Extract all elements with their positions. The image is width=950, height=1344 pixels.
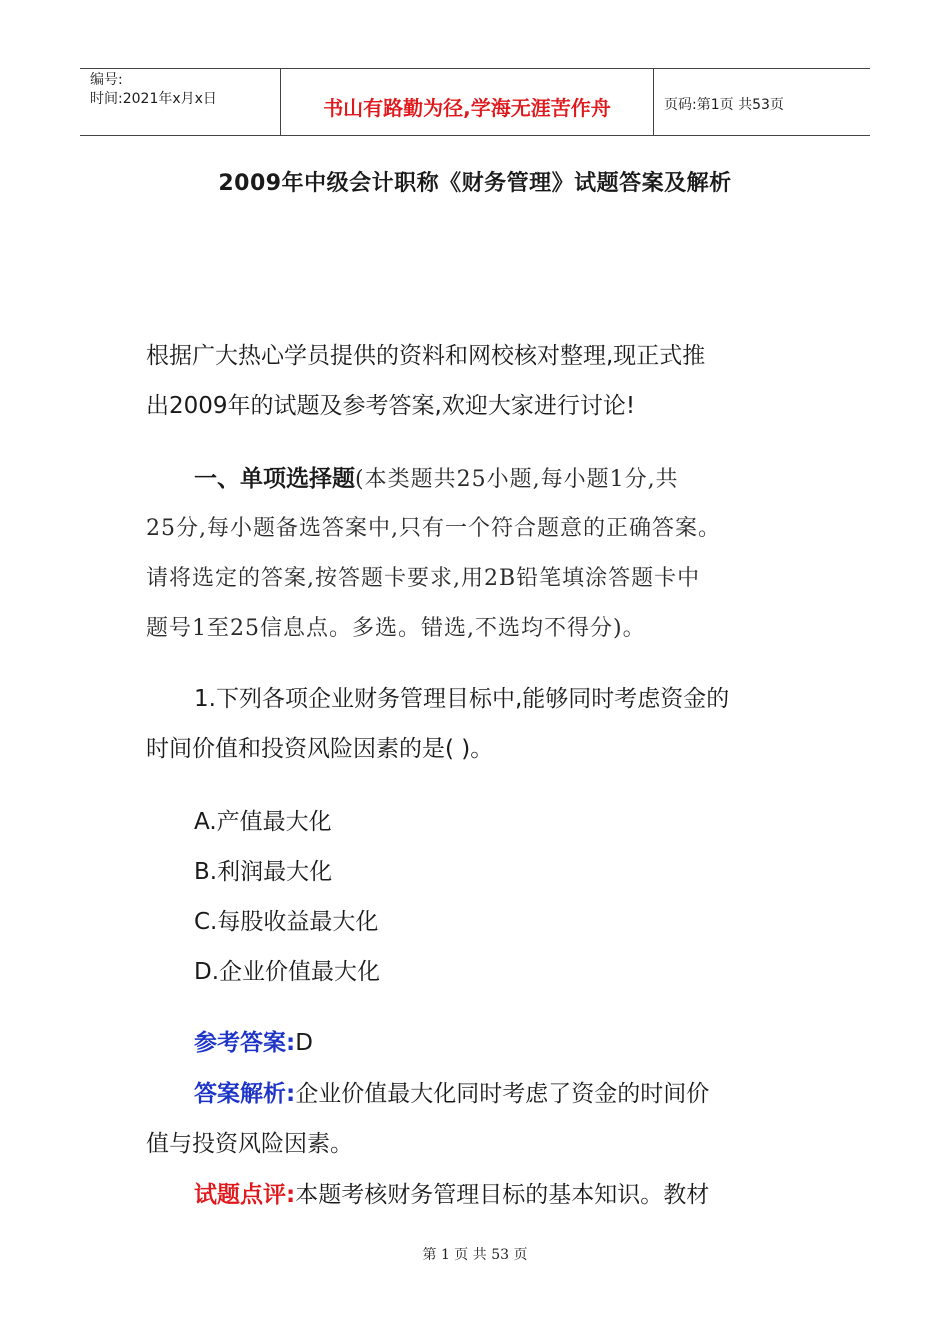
header-time-label: 时间:2021年x月x日	[90, 91, 217, 107]
section-note-3: 请将选定的答案,按答题卡要求,用2B铅笔填涂答题卡中	[146, 566, 701, 591]
section-heading-line	[146, 454, 814, 505]
page-footer: 第 1 页 共 53 页	[422, 1247, 528, 1263]
intro-line-2: 出2009年的试题及参考答案,欢迎大家进行讨论!	[146, 393, 636, 419]
intro-line-1: 根据广大热心学员提供的资料和网校核对整理,现正式推	[146, 343, 706, 369]
analysis-text-1: 企业价值最大化同时考虑了资金的时间价	[295, 1081, 710, 1107]
header-motto: 书山有路勤为径,学海无涯苦作舟	[280, 69, 654, 135]
option-a: A.产值最大化	[194, 809, 332, 835]
header-page-info: 页码:第1页 共53页	[664, 97, 784, 113]
comment-line-1	[146, 1170, 814, 1220]
comment-text-1: 本题考核财务管理目标的基本知识。教材	[295, 1182, 710, 1208]
question-1-line-2: 时间价值和投资风险因素的是( )。	[146, 736, 494, 762]
analysis-label: 答案解析:	[194, 1081, 296, 1107]
question-1-line-1: 1.下列各项企业财务管理目标中,能够同时考虑资金的	[194, 686, 730, 712]
option-c: C.每股收益最大化	[194, 909, 379, 935]
header-number-label: 编号:	[90, 72, 123, 88]
header-meta-cell	[80, 69, 280, 135]
section-note-4: 题号1至25信息点。多选。错选,不选均不得分)。	[146, 616, 646, 641]
answer-value: D	[295, 1030, 313, 1056]
answer-label: 参考答案:	[194, 1030, 296, 1056]
analysis-line-1	[146, 1069, 814, 1119]
option-b: B.利润最大化	[194, 859, 333, 885]
option-d: D.企业价值最大化	[194, 959, 381, 985]
section-note-1: (本类题共25小题,每小题1分,共	[355, 467, 679, 492]
section-heading: 一、单项选择题	[194, 466, 355, 492]
comment-label: 试题点评:	[194, 1182, 296, 1208]
answer-line	[194, 1018, 313, 1068]
section-note-2: 25分,每小题备选答案中,只有一个符合题意的正确答案。	[146, 516, 721, 541]
document-title: 2009年中级会计职称《财务管理》试题答案及解析	[218, 171, 732, 196]
analysis-line-2: 值与投资风险因素。	[146, 1131, 353, 1157]
page-header-table	[80, 68, 870, 136]
